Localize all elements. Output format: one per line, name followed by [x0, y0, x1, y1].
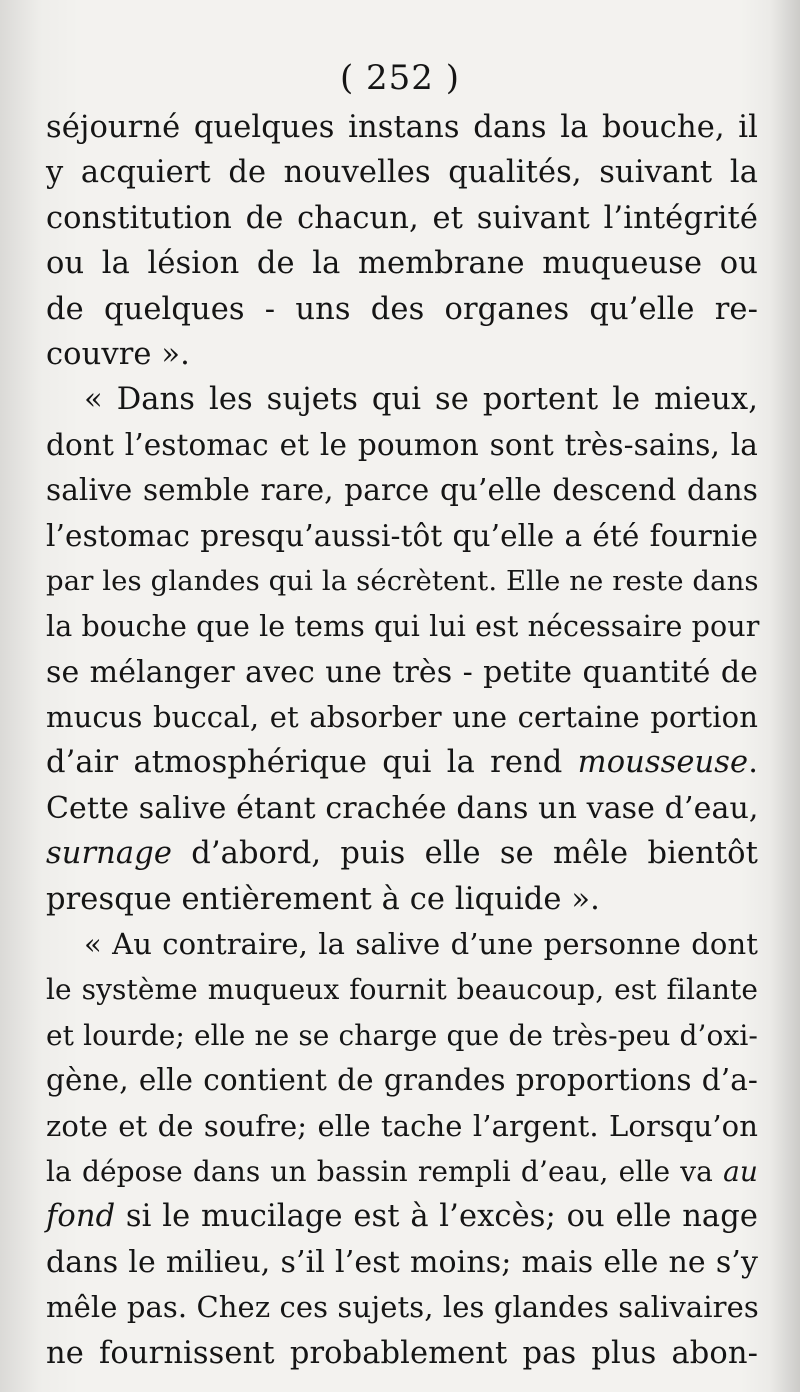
text-line: mêle pas. Chez ces sujets, les glandes salivaires: [46, 1290, 759, 1325]
text-line: constitution de chacun, et suivant l’intégrité: [46, 200, 758, 236]
text-line: ne fournissent probablement pas plus abon-: [46, 1335, 758, 1371]
text-line: « Dans les sujets qui se portent le mieux,: [84, 382, 758, 418]
italic-word: surnage: [46, 836, 172, 872]
text-run: d’air atmosphérique qui la rend: [46, 745, 578, 781]
text-run: la dépose dans un bassin rempli d’eau, elle va: [46, 1154, 724, 1188]
text-line: et lourde; elle ne se charge que de très-peu d’oxi-: [46, 1018, 758, 1052]
text-line: zote et de soufre; elle tache l’argent. Lorsqu’on: [46, 1108, 758, 1143]
text-line: [46, 1194, 758, 1239]
text-line: par les glandes qui la sécrètent. Elle ne reste dans: [46, 564, 759, 597]
text-run: si le mucilage est à l’excès; ou elle nage: [115, 1199, 758, 1235]
italic-word: au: [723, 1154, 758, 1188]
text-line: y acquiert de nouvelles qualités, suivant la: [46, 155, 758, 191]
text-line: presque entièrement à ce liquide ».: [46, 881, 600, 917]
text-line: ou la lésion de la membrane muqueuse ou: [46, 246, 758, 282]
text-line: mucus buccal, et absorber une certaine portion: [46, 700, 758, 735]
text-line: l’estomac presqu’aussi-tôt qu’elle a été fournie: [46, 518, 758, 553]
text-run: d’abord, puis elle se mêle bientôt: [171, 836, 758, 872]
text-line: salive semble rare, parce qu’elle descend dans: [46, 473, 758, 508]
text-line: dont l’estomac et le poumon sont très-sains, la: [46, 427, 758, 462]
text-line: couvre ».: [46, 336, 190, 372]
italic-word: mousseuse: [577, 745, 749, 781]
text-line: [46, 1149, 758, 1194]
text-line: gène, elle contient de grandes proportions d’a-: [46, 1063, 758, 1098]
body-text: [46, 105, 758, 1376]
text-line: dans le milieu, s’il l’est moins; mais elle ne s’y: [46, 1244, 758, 1280]
text-line: Cette salive étant crachée dans un vase d’eau,: [46, 790, 759, 826]
text-line: de quelques - uns des organes qu’elle re-: [46, 291, 758, 327]
text-line: se mélanger avec une très - petite quantité de: [46, 654, 758, 690]
text-line: le système muqueux fournit beaucoup, est filante: [46, 973, 758, 1007]
italic-word: fond: [46, 1199, 116, 1235]
text-line: « Au contraire, la salive d’une personne dont: [84, 927, 758, 962]
page-number: ( 252 ): [339, 58, 461, 98]
text-line: [46, 740, 758, 785]
text-line: séjourné quelques instans dans la bouche, il: [46, 110, 758, 145]
text-run: .: [748, 745, 758, 781]
text-line: [46, 831, 758, 876]
text-line: la bouche que le tems qui lui est nécessaire pour: [46, 610, 760, 644]
